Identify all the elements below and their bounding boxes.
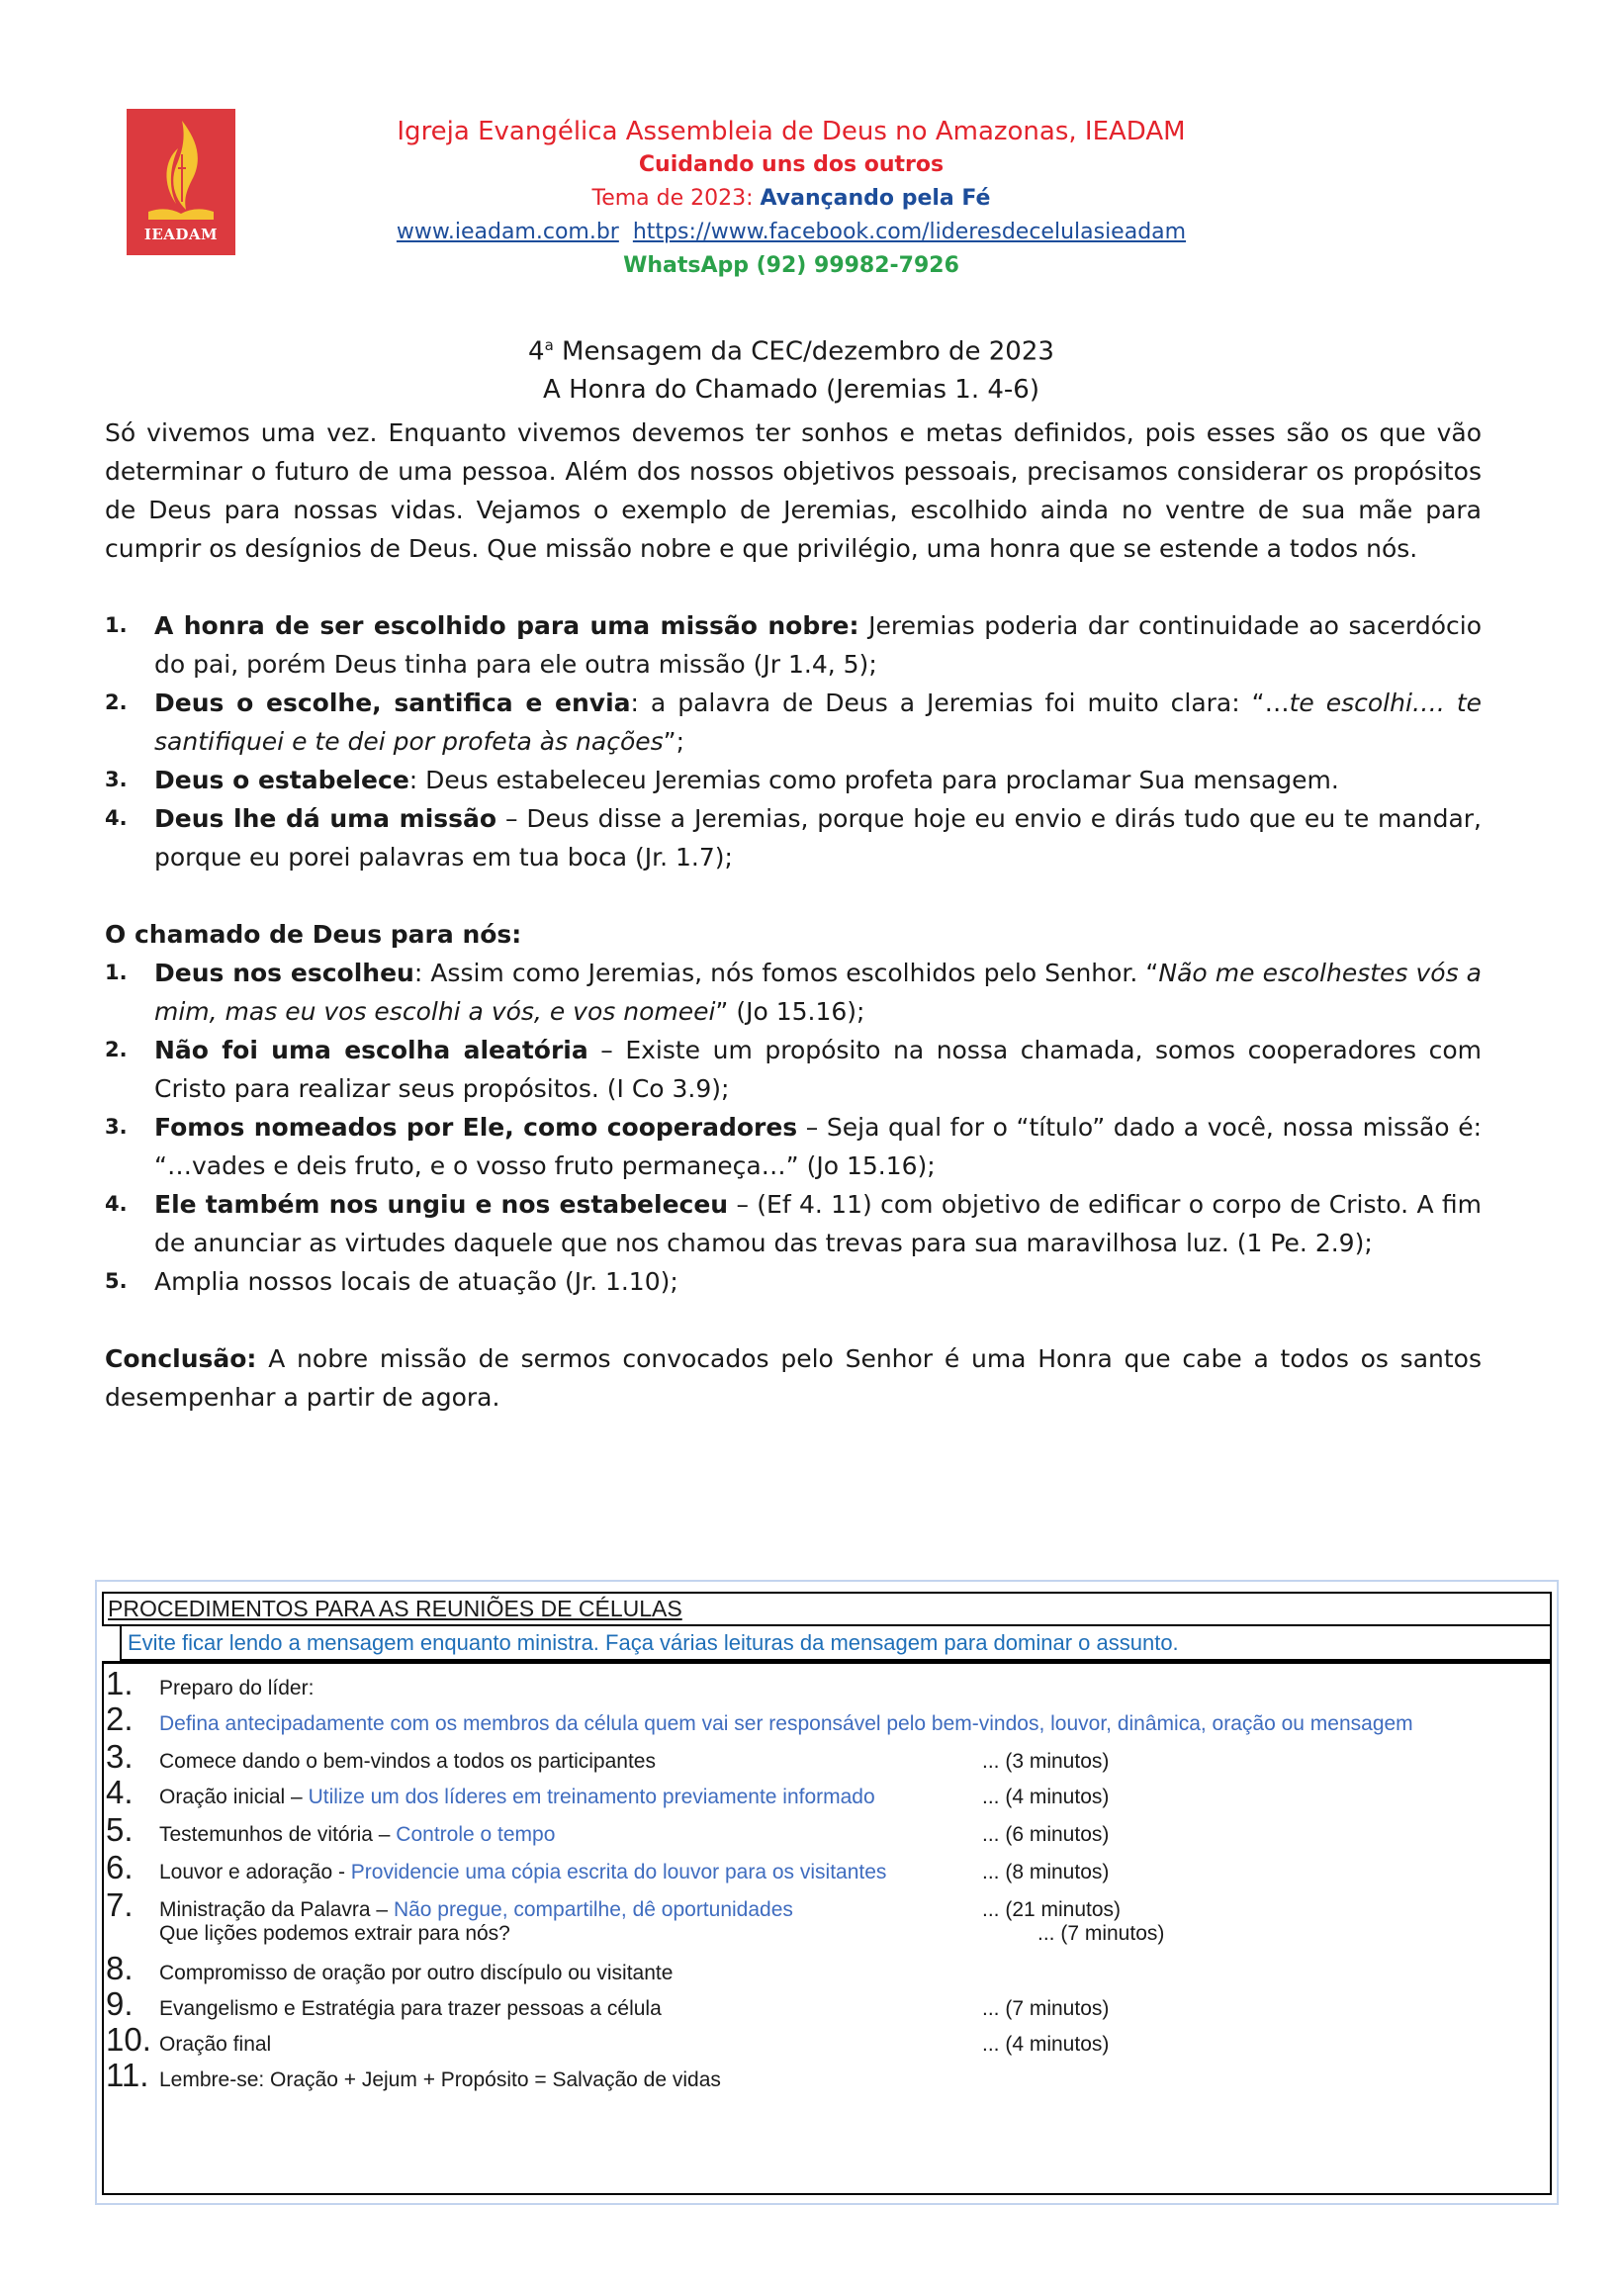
- step-row: 3. Comece dando o bem-vindos a todos os participantes ... (3 minutos): [106, 1738, 1110, 1775]
- section-title: O chamado de Deus para nós:: [105, 920, 522, 949]
- list-item: 4. Ele também nos ungiu e nos estabeleceu – (Ef 4. 11) com objetivo de edificar o corpo de Cristo. A fim de anunciar as virtudes daquele que nos chamou das trevas para sua maravilhosa luz. (1 Pe. 2.9);: [105, 1190, 1482, 1257]
- list-item: 5. Amplia nossos locais de atuação (Jr. 1.10);: [105, 1267, 678, 1296]
- list-item: 4. Deus lhe dá uma missão – Deus disse a Jeremias, porque hoje eu envio e dirás tudo que eu te mandar, porque eu porei palavras em tua boca (Jr. 1.7);: [105, 804, 1482, 872]
- year-theme: [297, 182, 1286, 216]
- message-title-line1: 4$^a$ Mensagem da CEC/dezembro de 2023: [528, 336, 1054, 367]
- church-motto: Cuidando uns dos outros: [638, 152, 945, 177]
- list-item: 3. Fomos nomeados por Ele, como cooperadores – Seja qual for o “título” dado a você, nossa missão é: “…vades e deis fruto, e o vosso fruto permaneça…” (Jo 15.16);: [105, 1113, 1482, 1180]
- theme-label: Tema de 2023:: [591, 186, 754, 211]
- church-header: [297, 115, 1286, 283]
- conclusion: Conclusão: A nobre missão de sermos convocados pelo Senhor é uma Honra que cabe a todos os santos desempenhar a partir de agora.: [105, 1344, 1482, 1412]
- header-links: [297, 216, 1286, 249]
- step-7-sub-time: ... (7 minutos): [1037, 1922, 1165, 1945]
- step-row: 7. Ministração da Palavra – Não pregue, compartilhe, dê oportunidades ... (21 minutos): [106, 1886, 1122, 1923]
- message-title: [99, 326, 1484, 409]
- ieadam-logo: [127, 109, 235, 255]
- theme-value: Avançando pela Fé: [760, 186, 991, 211]
- procedures-steps: [102, 1661, 1552, 2195]
- procedures-warning: Evite ficar lendo a mensagem enquanto ministra. Faça várias leituras da mensagem para dominar o assunto.: [120, 1626, 1552, 1661]
- calling-list: [105, 954, 1482, 1301]
- list-item: 3. Deus o estabelece: Deus estabeleceu Jeremias como profeta para proclamar Sua mensagem.: [105, 766, 1339, 794]
- intro-paragraph: Só vivemos uma vez. Enquanto vivemos devemos ter sonhos e metas definidos, pois esses são os que vão determinar o futuro de uma pessoa. Além dos nossos objetivos pessoais, precisamos considerar os propósitos de Deus para nossas vidas. Vejamos o exemplo de Jeremias, escolhido ainda no ventre de sua mãe para cumprir os desígnios de Deus. Que missão nobre e que privilégio, uma honra que se estende a todos nós.: [105, 418, 1482, 563]
- step-row: 11. Lembre-se: Oração + Jejum + Propósito = Salvação de vidas: [106, 2057, 721, 2093]
- step-row: 4. Oração inicial – Utilize um dos líderes em treinamento previamente informado ... (4 minutos): [106, 1774, 1110, 1810]
- list-item: 2. Deus o escolhe, santifica e envia: a palavra de Deus a Jeremias foi muito clara: “…te escolhi…. te santifiquei e te dei por profeta às nações”;: [105, 689, 1483, 756]
- church-name: Igreja Evangélica Assembleia de Deus no Amazonas, IEADAM: [397, 117, 1186, 146]
- message-body: [105, 413, 1482, 1417]
- procedures-title: PROCEDIMENTOS PARA AS REUNIÕES DE CÉLULAS: [102, 1592, 1552, 1626]
- step-row: 8. Compromisso de oração por outro discípulo ou visitante: [106, 1950, 674, 1986]
- list-item: 1. A honra de ser escolhido para uma missão nobre: Jeremias poderia dar continuidade ao sacerdócio do pai, porém Deus tinha para ele outra missão (Jr 1.4, 5);: [105, 611, 1482, 679]
- whatsapp-contact: WhatsApp (92) 99982-7926: [623, 253, 959, 278]
- step-row: 5. Testemunhos de vitória – Controle o tempo ... (6 minutos): [106, 1811, 1110, 1848]
- website-link[interactable]: www.ieadam.com.br: [396, 220, 619, 244]
- step-7-sub: Que lições podemos extrair para nós?: [159, 1922, 510, 1945]
- step-row: 10. Oração final ... (4 minutos): [106, 2021, 1110, 2058]
- step-row: 1. Preparo do líder:: [106, 1665, 315, 1701]
- points-list: [105, 606, 1482, 876]
- step-row: 6. Louvor e adoração - Providencie uma cópia escrita do louvor para os visitantes ... (8 minutos): [106, 1849, 1110, 1885]
- list-item: 2. Não foi uma escolha aleatória – Existe um propósito na nossa chamada, somos cooperadores com Cristo para realizar seus propósitos. (I Co 3.9);: [105, 1036, 1482, 1103]
- step-row: 9. Evangelismo e Estratégia para trazer pessoas a célula ... (7 minutos): [106, 1985, 1110, 2022]
- step-row: 2. Defina antecipadamente com os membros da célula quem vai ser responsável pelo bem-vindos, louvor, dinâmica, oração ou mensagem: [106, 1700, 1413, 1737]
- message-title-line2: A Honra do Chamado (Jeremias 1. 4-6): [543, 374, 1039, 405]
- list-item: 1. Deus nos escolheu: Assim como Jeremias, nós fomos escolhidos pelo Senhor. “Não me escolhestes vós a mim, mas eu vos escolhi a vós, e vos nomeei” (Jo 15.16);: [105, 959, 1482, 1026]
- facebook-link[interactable]: https://www.facebook.com/lideresdecelulasieadam: [632, 220, 1187, 244]
- logo-text: IEADAM: [143, 226, 219, 243]
